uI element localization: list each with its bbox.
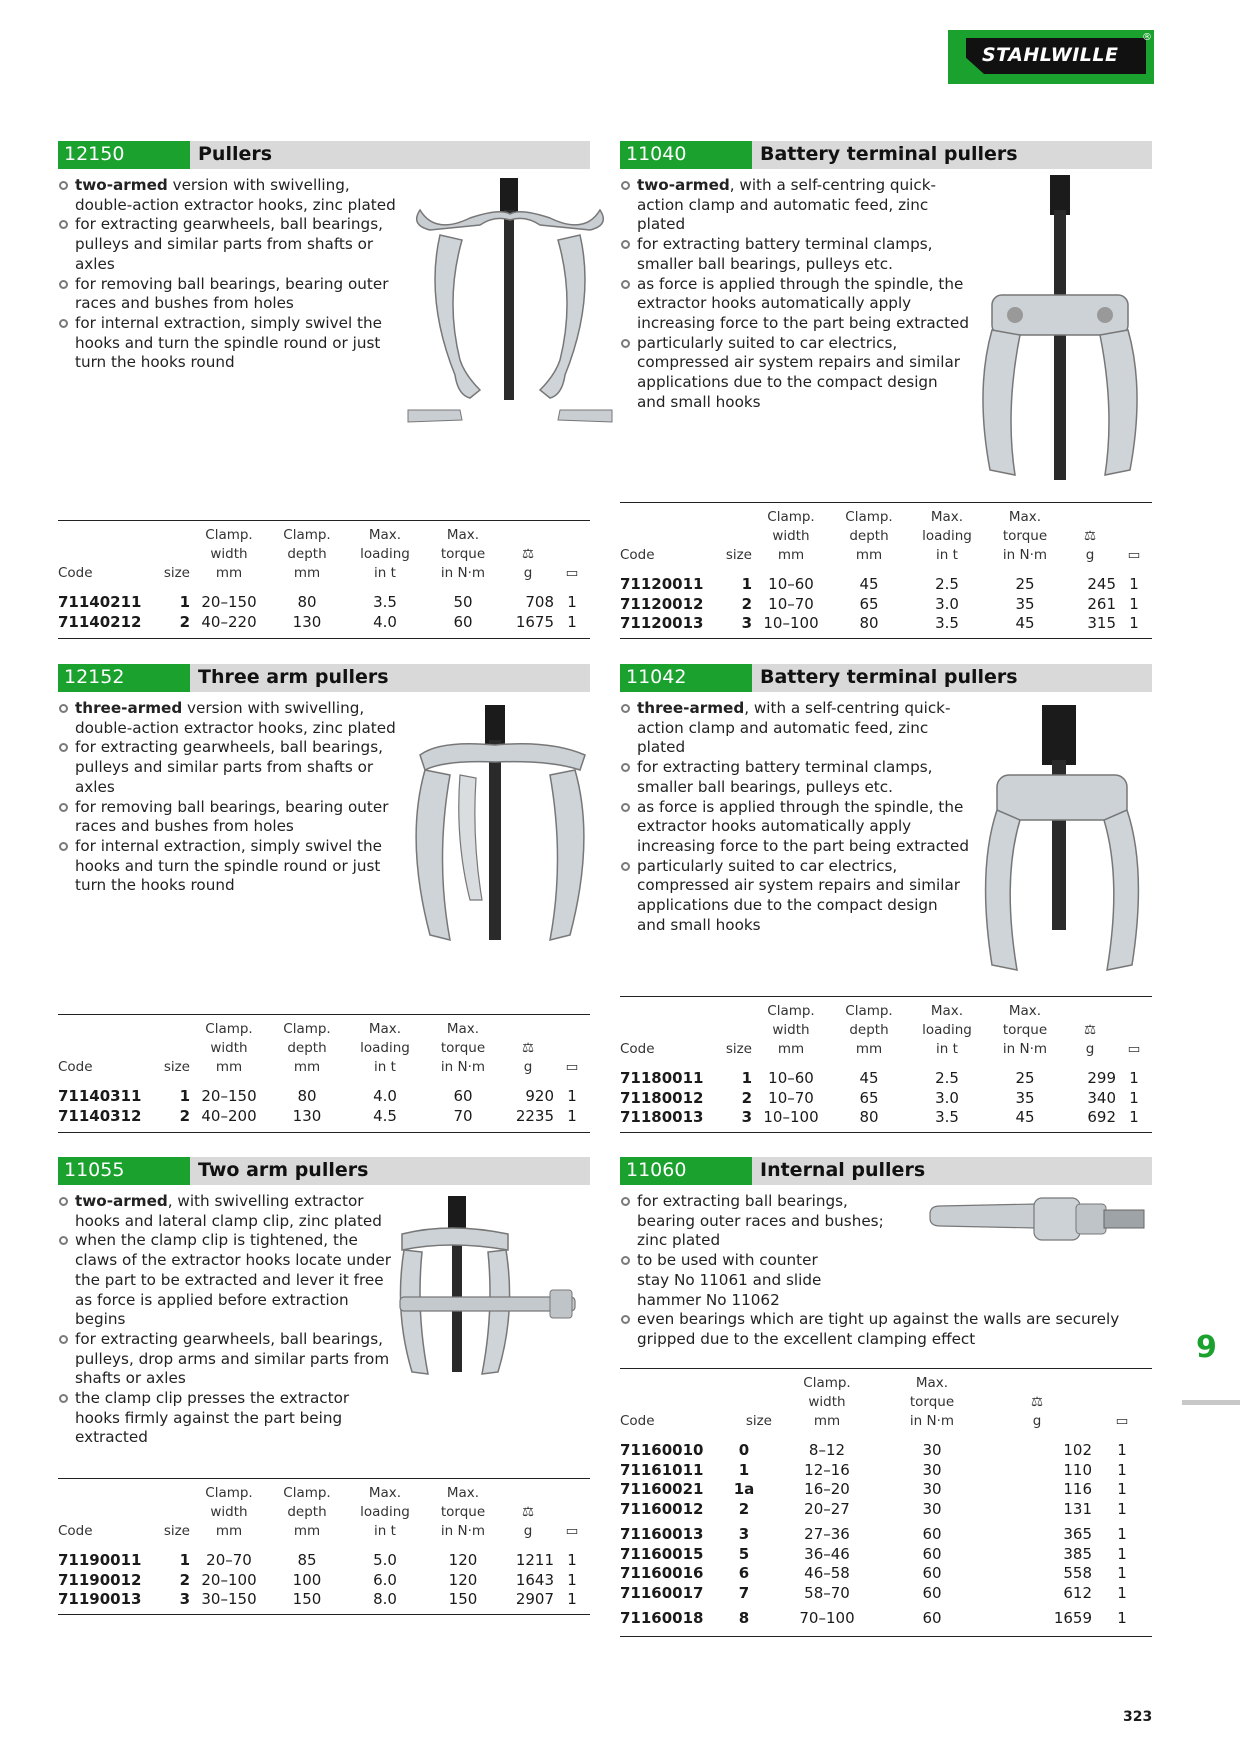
table-row: 71160012 2 20–27 30 131 1: [620, 1499, 1127, 1518]
package-icon: ▭: [565, 1523, 579, 1539]
table-rule: [58, 1478, 590, 1479]
scale-icon: ⚖: [521, 1040, 535, 1056]
section-11055: [58, 1157, 590, 1185]
section-header: [620, 664, 1152, 692]
table-row: 71161011 1 12–16 30 110 1: [620, 1460, 1127, 1479]
spec-table-12150: [58, 526, 590, 632]
col-max-loading: Max. loading in t: [922, 509, 972, 563]
col-pack: [554, 526, 590, 583]
table-row: 71140312 2 40–200 130 4.5 70 2235 1: [58, 1106, 577, 1125]
section-title: Three arm pullers: [198, 666, 389, 688]
table-rule: [58, 638, 590, 639]
table-row: 71160018 8 70–100 60 1659 1: [620, 1609, 1127, 1627]
col-max-torque: Max. torque in N·m: [440, 527, 486, 581]
scale-icon: ⚖: [521, 546, 535, 562]
internal-puller-image: [926, 1190, 1150, 1250]
section-header: [58, 664, 590, 692]
table-row: 71120013 3 10–100 80 3.5 45 315 1: [620, 614, 1139, 632]
table-row: 71180012 2 10–70 65 3.0 35 340 1: [620, 1088, 1139, 1107]
col-clamp-width: Clamp. width mm: [205, 1021, 253, 1075]
feature-list: [58, 176, 398, 373]
col-max-torque: Max. torque in N·m: [1002, 509, 1048, 563]
table-row: 71190012 2 20–100 100 6.0 120 1643 1: [58, 1570, 577, 1589]
table-row: 71140311 1 20–150 80 4.0 60 920 1: [58, 1087, 577, 1105]
col-clamp-width: Clamp. width mm: [767, 509, 815, 563]
feature-item: particularly suited to car electrics, compressed air system repairs and similar applications due to the compact design and small hooks: [620, 857, 970, 936]
feature-item: even bearings which are tight up against the walls are securely gripped due to the excellent clamping effect: [620, 1310, 1120, 1349]
feature-item: for extracting gearwheels, ball bearings, pulleys and similar parts from shafts or axles: [58, 215, 398, 274]
chapter-tab-bar: [1182, 1400, 1240, 1405]
feature-item: for extracting gearwheels, ball bearings, pulleys and similar parts from shafts or axles: [58, 738, 398, 797]
feature-item: for extracting ball bearings, bearing outer races and bushes; zinc plated: [620, 1192, 890, 1251]
table-rule: [620, 502, 1152, 503]
col-max-loading: Max. loading in t: [360, 1485, 410, 1539]
scale-icon: ⚖: [1030, 1394, 1044, 1410]
table-row: 71180013 3 10–100 80 3.5 45 692 1: [620, 1108, 1139, 1126]
table-row: 71190013 3 30–150 150 8.0 150 2907 1: [58, 1590, 577, 1608]
three-arm-battery-puller-image: [972, 700, 1152, 980]
section-title: Pullers: [198, 143, 273, 165]
feature-item: two-armed, with swivelling extractor hooks and lateral clamp clip, zinc plated: [58, 1192, 398, 1231]
feature-item: three-armed version with swivelling, double-action extractor hooks, zinc plated: [58, 699, 398, 738]
spec-table-11055: [58, 1484, 590, 1610]
col-size: size: [163, 565, 190, 581]
table-header-row: [58, 526, 590, 583]
page-number: 323: [1123, 1709, 1153, 1725]
col-code: Code: [620, 1413, 655, 1429]
col-weight: ⚖ g: [1030, 1394, 1044, 1429]
table-row: 71140212 2 40–220 130 4.0 60 1675 1: [58, 612, 577, 631]
col-pack: [1092, 1374, 1152, 1431]
brand-name: STAHLWILLE: [982, 44, 1119, 66]
col-size: size: [725, 547, 752, 563]
col-code: Code: [58, 1059, 93, 1075]
col-clamp-depth: Clamp. depth mm: [283, 1485, 331, 1539]
table-rule: [58, 1614, 590, 1615]
col-max-torque: Max. torque in N·m: [1002, 1003, 1048, 1057]
spec-table-11042: [620, 1002, 1152, 1128]
col-max-loading: Max. loading in t: [922, 1003, 972, 1057]
package-icon: ▭: [565, 565, 579, 581]
feature-item: for extracting gearwheels, ball bearings, pulleys, drop arms and similar parts from shafts or axles: [58, 1330, 398, 1389]
col-pack: [554, 1020, 590, 1077]
col-size: size: [745, 1413, 772, 1429]
package-icon: ▭: [1127, 1041, 1141, 1057]
table-row: 71120012 2 10–70 65 3.0 35 261 1: [620, 594, 1139, 613]
two-arm-puller-image: [400, 170, 620, 430]
col-code: Code: [620, 1041, 655, 1057]
section-11060: [620, 1157, 1152, 1185]
table-rule: [58, 1014, 590, 1015]
section-title: Internal pullers: [760, 1159, 926, 1181]
table-row: 71160016 6 46–58 60 558 1: [620, 1564, 1127, 1582]
section-header: [58, 141, 590, 169]
feature-item: when the clamp clip is tightened, the claws of the extractor hooks locate under the part to be extracted and lever it free as force is applied before extraction begins: [58, 1231, 398, 1330]
section-code: 11055: [58, 1157, 190, 1185]
col-size: size: [725, 1041, 752, 1057]
col-weight: ⚖ g: [521, 1504, 535, 1539]
feature-item: the clamp clip presses the extractor hooks firmly against the part being extracted: [58, 1389, 398, 1448]
stahlwille-logo: [948, 30, 1154, 84]
col-clamp-depth: Clamp. depth mm: [845, 1003, 893, 1057]
table-rule: [620, 638, 1152, 639]
section-code: 11060: [620, 1157, 752, 1185]
col-clamp-depth: Clamp. depth mm: [283, 527, 331, 581]
table-row: 71160015 5 36–46 60 385 1: [620, 1544, 1127, 1563]
col-clamp-width: Clamp. width mm: [803, 1375, 851, 1429]
spec-table-11040: [620, 508, 1152, 634]
col-code: Code: [58, 565, 93, 581]
table-row: 71120011 1 10–60 45 2.5 25 245 1: [620, 575, 1139, 593]
section-header: [620, 1157, 1152, 1185]
col-size: size: [163, 1059, 190, 1075]
col-max-torque: Max. torque in N·m: [440, 1485, 486, 1539]
feature-list: [58, 699, 398, 896]
col-clamp-depth: Clamp. depth mm: [283, 1021, 331, 1075]
table-rule: [620, 1636, 1152, 1637]
section-title: Battery terminal pullers: [760, 143, 1018, 165]
feature-list: [58, 1192, 398, 1448]
table-row: 71160013 3 27–36 60 365 1: [620, 1525, 1127, 1543]
table-row: 71180011 1 10–60 45 2.5 25 299 1: [620, 1069, 1139, 1087]
table-header-row: [620, 508, 1152, 565]
spec-table-11060: [620, 1374, 1152, 1629]
table-rule: [620, 996, 1152, 997]
col-code: Code: [620, 547, 655, 563]
col-weight: ⚖ g: [1083, 1022, 1097, 1057]
two-arm-clip-puller-image: [390, 1192, 590, 1392]
col-weight: ⚖ g: [521, 546, 535, 581]
feature-item: for extracting battery terminal clamps, smaller ball bearings, pulleys etc.: [620, 235, 970, 274]
col-max-torque: Max. torque in N·m: [440, 1021, 486, 1075]
table-header-row: [620, 1374, 1152, 1431]
table-rule: [620, 1368, 1152, 1369]
table-row: 71140211 1 20–150 80 3.5 50 708 1: [58, 593, 577, 611]
table-header-row: [620, 1002, 1152, 1059]
package-icon: ▭: [565, 1059, 579, 1075]
package-icon: ▭: [1115, 1413, 1129, 1429]
table-row: 71160017 7 58–70 60 612 1: [620, 1583, 1127, 1602]
col-max-loading: Max. loading in t: [360, 1021, 410, 1075]
spec-table-12152: [58, 1020, 590, 1126]
section-code: 11042: [620, 664, 752, 692]
scale-icon: ⚖: [521, 1504, 535, 1520]
feature-item: as force is applied through the spindle, the extractor hooks automatically apply increasing force to the part being extracted: [620, 798, 970, 857]
col-max-torque: Max. torque in N·m: [909, 1375, 955, 1429]
table-rule: [620, 1132, 1152, 1133]
section-12152: [58, 664, 590, 692]
feature-item: for internal extraction, simply swivel the hooks and turn the spindle round or just turn the hooks round: [58, 837, 398, 896]
registered-mark-icon: ®: [1142, 32, 1152, 43]
feature-item: for removing ball bearings, bearing outer races and bushes from holes: [58, 275, 398, 314]
col-clamp-width: Clamp. width mm: [205, 1485, 253, 1539]
package-icon: ▭: [1127, 547, 1141, 563]
table-header-row: [58, 1020, 590, 1077]
col-pack: [1116, 508, 1152, 565]
col-clamp-width: Clamp. width mm: [767, 1003, 815, 1057]
section-12150: [58, 141, 590, 169]
table-header-row: [58, 1484, 590, 1541]
feature-item: to be used with counter stay No 11061 and slide hammer No 11062: [620, 1251, 850, 1310]
feature-item: as force is applied through the spindle, the extractor hooks automatically apply increasing force to the part being extracted: [620, 275, 970, 334]
three-arm-puller-image: [400, 700, 600, 970]
table-row: 71160021 1a 16–20 30 116 1: [620, 1480, 1127, 1498]
feature-item: for removing ball bearings, bearing outer races and bushes from holes: [58, 798, 398, 837]
feature-list: [620, 176, 970, 412]
col-clamp-depth: Clamp. depth mm: [845, 509, 893, 563]
col-max-loading: Max. loading in t: [360, 527, 410, 581]
col-weight: ⚖ g: [1083, 528, 1097, 563]
feature-list: [620, 699, 970, 935]
feature-item: for extracting battery terminal clamps, smaller ball bearings, pulleys etc.: [620, 758, 970, 797]
section-11042: [620, 664, 1152, 692]
feature-item: for internal extraction, simply swivel the hooks and turn the spindle round or just turn the hooks round: [58, 314, 398, 373]
scale-icon: ⚖: [1083, 1022, 1097, 1038]
chapter-tab: 9: [1196, 1330, 1217, 1365]
scale-icon: ⚖: [1083, 528, 1097, 544]
section-title: Two arm pullers: [198, 1159, 369, 1181]
col-clamp-width: Clamp. width mm: [205, 527, 253, 581]
section-11040: [620, 141, 1152, 169]
feature-item: two-armed version with swivelling, double-action extractor hooks, zinc plated: [58, 176, 398, 215]
feature-item: particularly suited to car electrics, compressed air system repairs and similar applications due to the compact design and small hooks: [620, 334, 970, 413]
feature-item: two-armed, with a self-centring quick-action clamp and automatic feed, zinc plated: [620, 176, 970, 235]
col-size: size: [163, 1523, 190, 1539]
col-pack: [554, 1484, 590, 1541]
table-rule: [58, 520, 590, 521]
section-code: 12152: [58, 664, 190, 692]
col-weight: ⚖ g: [521, 1040, 535, 1075]
table-row: 71190011 1 20–70 85 5.0 120 1211 1: [58, 1551, 577, 1569]
table-rule: [58, 1132, 590, 1133]
section-title: Battery terminal pullers: [760, 666, 1018, 688]
feature-item: three-armed, with a self-centring quick-action clamp and automatic feed, zinc plated: [620, 699, 970, 758]
battery-terminal-puller-image: [970, 170, 1150, 490]
col-pack: [1116, 1002, 1152, 1059]
section-header: [58, 1157, 590, 1185]
col-code: Code: [58, 1523, 93, 1539]
table-row: 71160010 0 8–12 30 102 1: [620, 1441, 1127, 1459]
section-code: 11040: [620, 141, 752, 169]
section-code: 12150: [58, 141, 190, 169]
section-header: [620, 141, 1152, 169]
